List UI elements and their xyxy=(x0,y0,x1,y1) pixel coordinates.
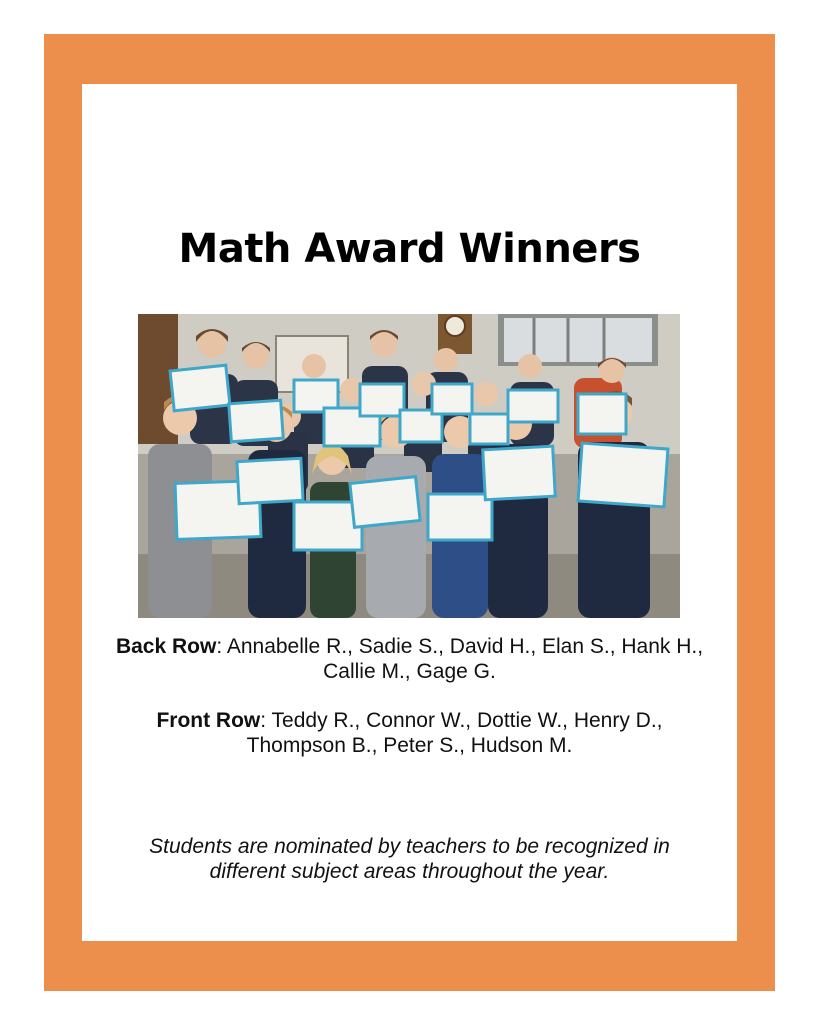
front-row-label: Front Row xyxy=(156,709,261,732)
group-photo xyxy=(138,314,680,618)
back-row-label: Back Row xyxy=(115,635,217,658)
page-title: Math Award Winners xyxy=(178,226,641,272)
front-row-caption xyxy=(112,708,707,758)
back-row-caption xyxy=(112,634,707,684)
poster-card xyxy=(82,84,737,941)
front-row-names: : Teddy R., Connor W., Dottie W., Henry D., Thompson B., Peter S., Hudson M. xyxy=(246,709,663,757)
back-row-names: : Annabelle R., Sadie S., David H., Elan S., Hank H., Callie M., Gage G. xyxy=(216,635,704,683)
nomination-note: Students are nominated by teachers to be recognized in different subject areas throughout the year. xyxy=(149,835,670,883)
poster-border xyxy=(44,34,775,991)
